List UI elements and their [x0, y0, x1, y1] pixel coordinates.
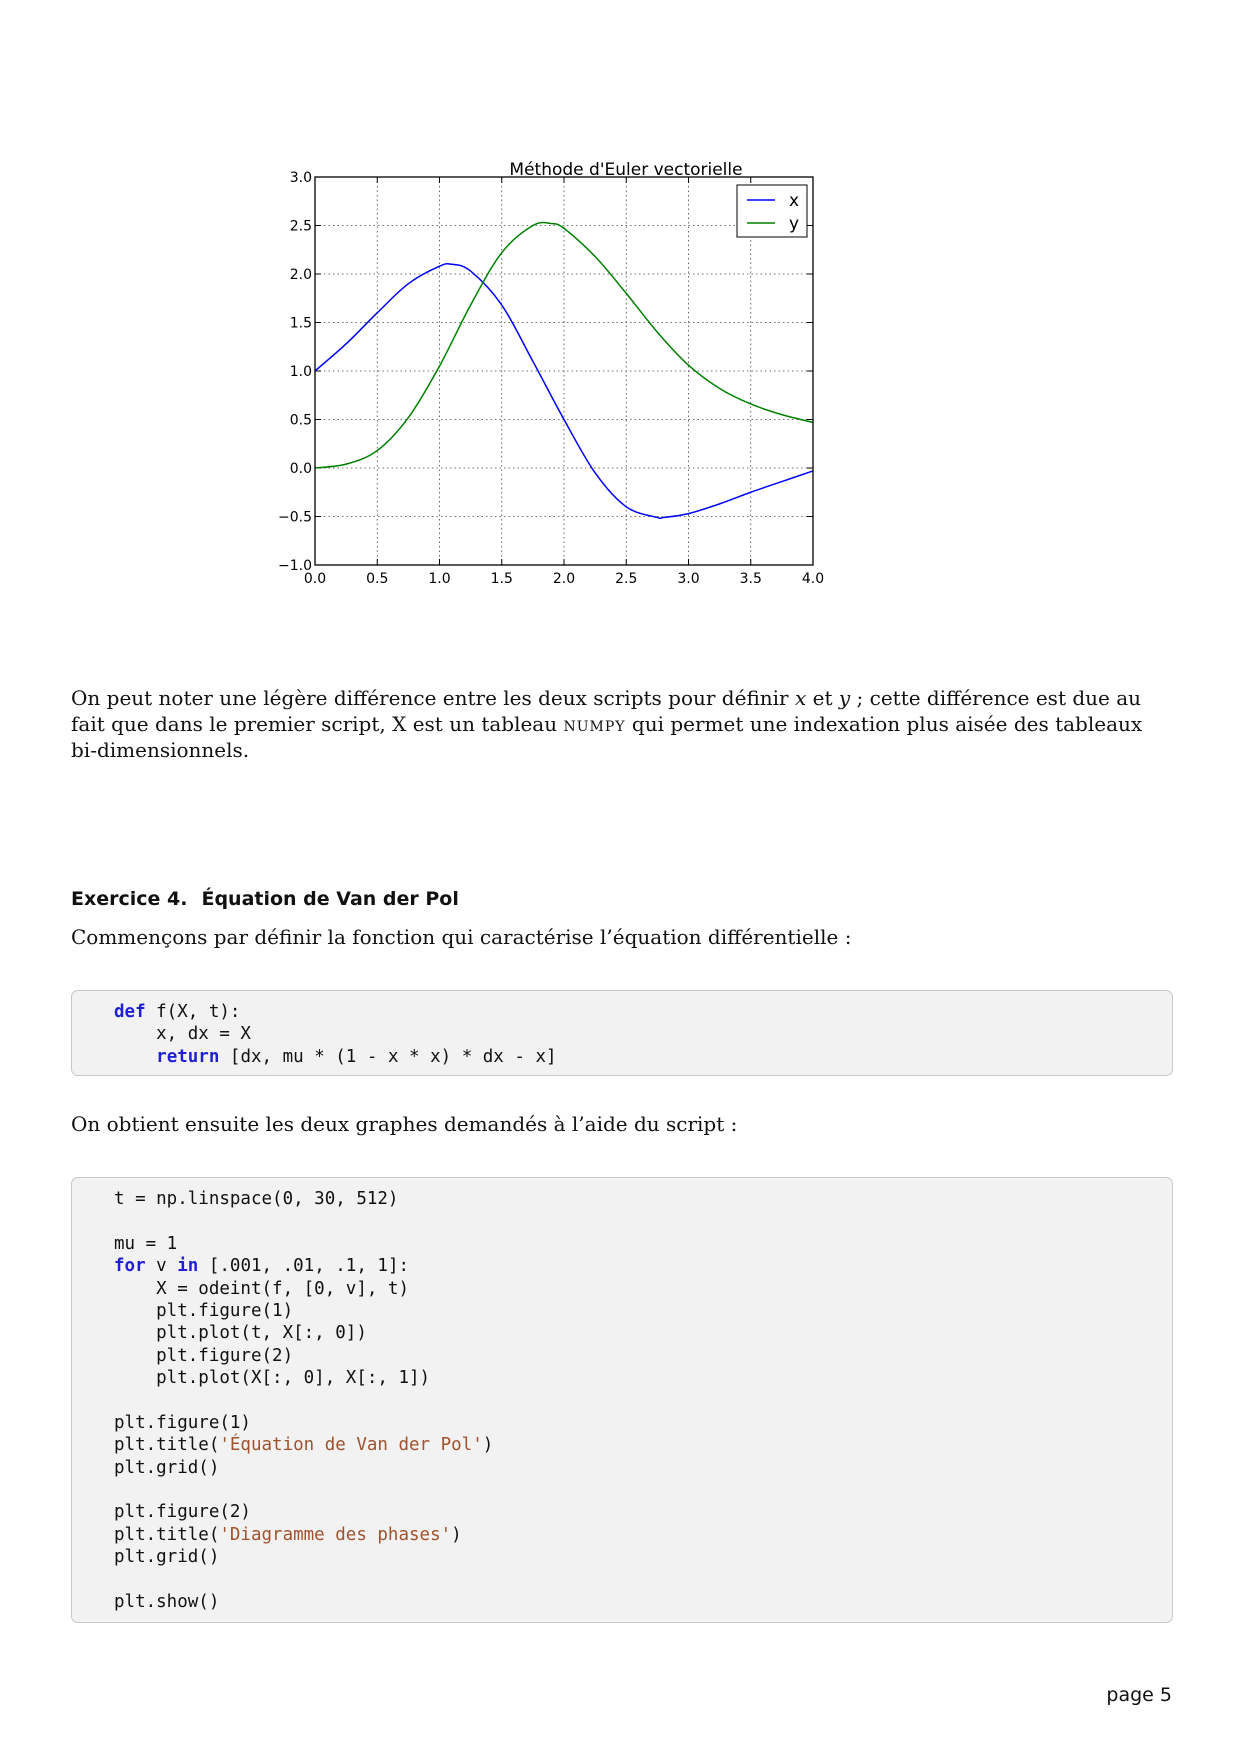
- code-line: X = odeint(f, [0, v], t): [114, 1278, 410, 1299]
- y-tick-label: −1.0: [278, 558, 312, 574]
- code-line: plt.grid(): [114, 1457, 220, 1478]
- exercise-heading: [71, 888, 459, 910]
- var-x: x: [794, 686, 807, 710]
- code-line-blank: [114, 1210, 1172, 1232]
- code-line: plt.plot(X[:, 0], X[:, 1]): [114, 1368, 431, 1389]
- code-line: plt.figure(1): [114, 1300, 294, 1321]
- page-number: page 5: [1106, 1684, 1172, 1706]
- code-block-function: [71, 990, 1173, 1076]
- y-tick-label: 2.0: [289, 267, 312, 283]
- code-line: plt.plot(t, X[:, 0]): [114, 1323, 367, 1344]
- y-tick-label: 2.5: [289, 218, 312, 235]
- code-line: x, dx = X: [114, 1024, 251, 1045]
- numpy-smallcaps: numpy: [563, 712, 626, 736]
- code-line: t = np.linspace(0, 30, 512): [114, 1189, 399, 1209]
- code-line: plt.title('Diagramme des phases'): [114, 1524, 462, 1545]
- code-line: def f(X, t):: [114, 1002, 241, 1022]
- x-tick-label: 2.0: [552, 571, 576, 587]
- y-tick-label: 0.0: [289, 461, 312, 477]
- x-tick-label: 3.5: [739, 571, 762, 587]
- code-line-blank: [114, 1390, 1172, 1412]
- x-tick-label: 3.0: [677, 571, 700, 587]
- x-tick-label: 0.0: [303, 571, 327, 587]
- y-tick-label: 1.5: [289, 315, 312, 332]
- legend-label-y: y: [788, 214, 799, 234]
- y-tick-label: −0.5: [278, 509, 312, 526]
- legend-label-x: x: [788, 191, 799, 211]
- chart-title: Méthode d'Euler vectorielle: [509, 160, 743, 180]
- y-tick-label: 3.0: [289, 170, 312, 186]
- code-line: plt.show(): [114, 1592, 220, 1613]
- code-line-blank: [114, 1479, 1172, 1501]
- y-tick-label: 1.0: [289, 364, 312, 380]
- code-line: mu = 1: [114, 1233, 178, 1254]
- code-line: plt.figure(2): [114, 1502, 251, 1523]
- x-tick-label: 4.0: [801, 571, 825, 587]
- chart-legend: [737, 185, 807, 237]
- exercise-title: Équation de Van der Pol: [201, 888, 459, 910]
- y-axis: [278, 170, 813, 574]
- code-line: plt.figure(2): [114, 1345, 294, 1366]
- code-line: plt.grid(): [114, 1547, 220, 1568]
- code-block-script: [71, 1177, 1173, 1623]
- code-line: plt.figure(1): [114, 1412, 251, 1433]
- code-line-blank: [114, 1569, 1172, 1591]
- code-line: for v in [.001, .01, .1, 1]:: [114, 1256, 410, 1277]
- x-tick-label: 1.0: [428, 571, 451, 587]
- paragraph-script-difference: On peut noter une légère différence entre les deux scripts pour définir x et y ; cette différence est due au fait que dans le premier script, X est un tableau numpy qui permet une indexation plus aisée des tableaux bi-dimensionnels.: [71, 686, 1143, 762]
- code-line: return [dx, mu * (1 - x * x) * dx - x]: [156, 1046, 557, 1067]
- code-line: plt.title('Équation de Van der Pol'): [114, 1435, 494, 1456]
- euler-chart: [278, 160, 940, 670]
- var-y: y: [838, 686, 851, 710]
- exercise-number: Exercice 4.: [71, 888, 188, 910]
- y-tick-label: 0.5: [289, 412, 312, 429]
- paragraph-graphs: On obtient ensuite les deux graphes demandés à l’aide du script :: [71, 1112, 738, 1136]
- x-tick-label: 2.5: [615, 571, 638, 587]
- series-line-x: [315, 264, 813, 519]
- x-tick-label: 1.5: [490, 571, 513, 587]
- x-axis: [304, 177, 824, 587]
- paragraph-define-function: Commençons par définir la fonction qui caractérise l’équation différentielle :: [71, 925, 852, 949]
- x-tick-label: 0.5: [366, 571, 389, 587]
